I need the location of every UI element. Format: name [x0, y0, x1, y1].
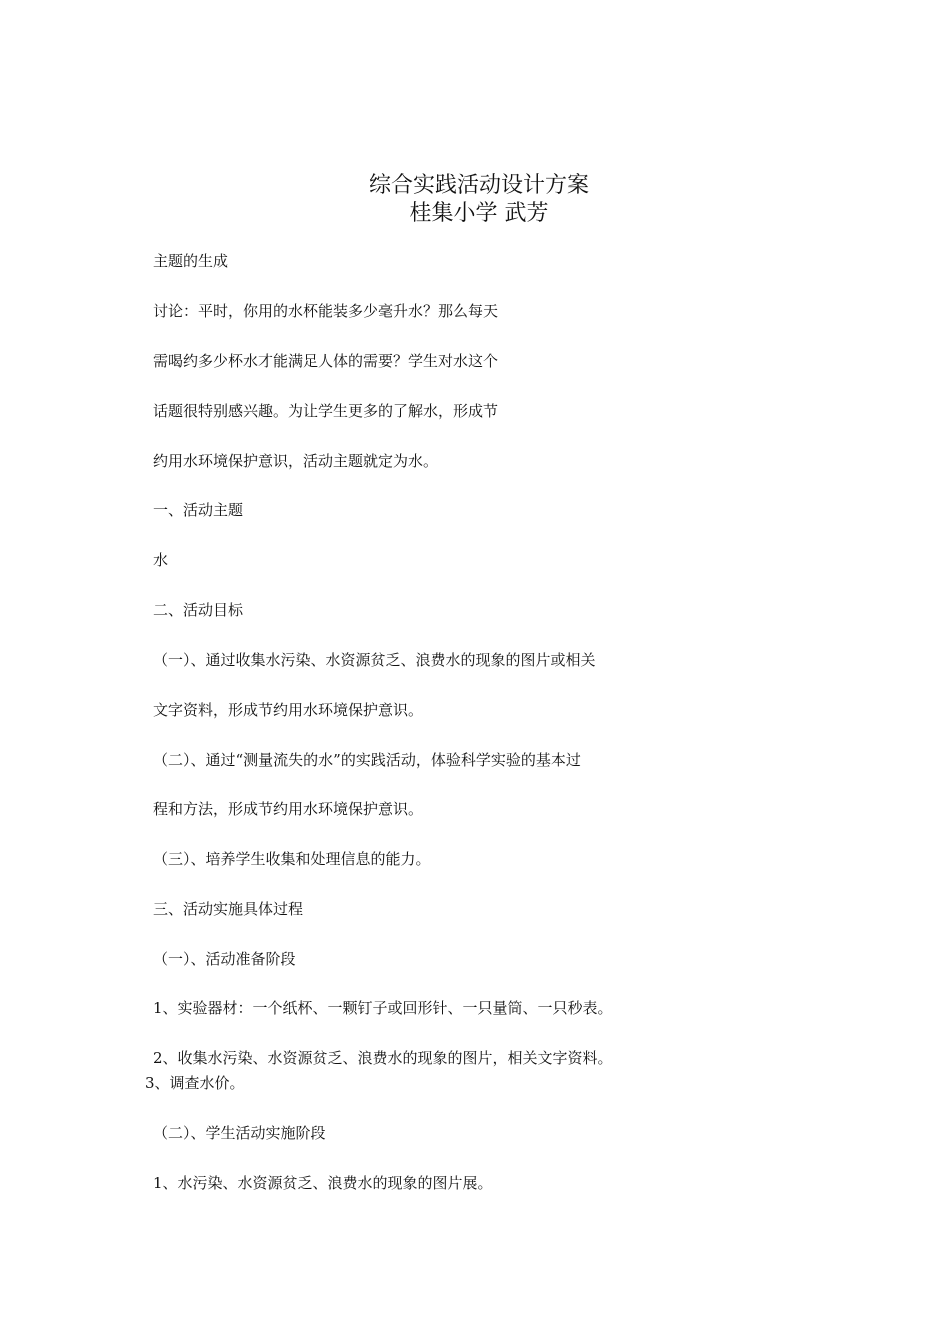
subsection-heading: （一）、活动准备阶段 — [153, 950, 296, 968]
list-item: 3、调查水价。 — [145, 1074, 245, 1092]
paragraph-line: 文字资料，形成节约用水环境保护意识。 — [153, 701, 424, 719]
paragraph-line: （一）、通过收集水污染、水资源贫乏、浪费水的现象的图片或相关 — [153, 651, 596, 669]
section-heading-activity-topic: 一、活动主题 — [153, 501, 244, 519]
paragraph-line: 水 — [153, 551, 169, 569]
document-author: 桂集小学 武芳 — [409, 201, 549, 226]
document-title: 综合实践活动设计方案 — [368, 173, 589, 198]
paragraph-line: 约用水环境保护意识，活动主题就定为水。 — [153, 452, 439, 470]
paragraph-line: （二）、通过“测量流失的水”的实践活动，体验科学实验的基本过 — [153, 751, 581, 769]
paragraph-line: （三）、培养学生收集和处理信息的能力。 — [153, 850, 431, 868]
list-item: 1、实验器材：一个纸杯、一颗钉子或回形针、一只量筒、一只秒表。 — [153, 999, 613, 1017]
section-heading-topic-generation: 主题的生成 — [153, 252, 229, 270]
paragraph-line: 程和方法，形成节约用水环境保护意识。 — [153, 800, 424, 818]
paragraph-line: 讨论：平时，你用的水杯能装多少毫升水？那么每天 — [153, 302, 499, 320]
section-heading-implementation: 三、活动实施具体过程 — [153, 900, 304, 918]
list-item: 2、收集水污染、水资源贫乏、浪费水的现象的图片，相关文字资料。 — [153, 1049, 613, 1067]
subsection-heading: （二）、学生活动实施阶段 — [153, 1124, 326, 1142]
section-heading-activity-goals: 二、活动目标 — [153, 601, 244, 619]
paragraph-line: 话题很特别感兴趣。为让学生更多的了解水，形成节 — [153, 402, 499, 420]
title-block — [0, 172, 950, 228]
paragraph-line: 需喝约多少杯水才能满足人体的需要？学生对水这个 — [153, 352, 499, 370]
list-item: 1、水污染、水资源贫乏、浪费水的现象的图片展。 — [153, 1174, 493, 1192]
